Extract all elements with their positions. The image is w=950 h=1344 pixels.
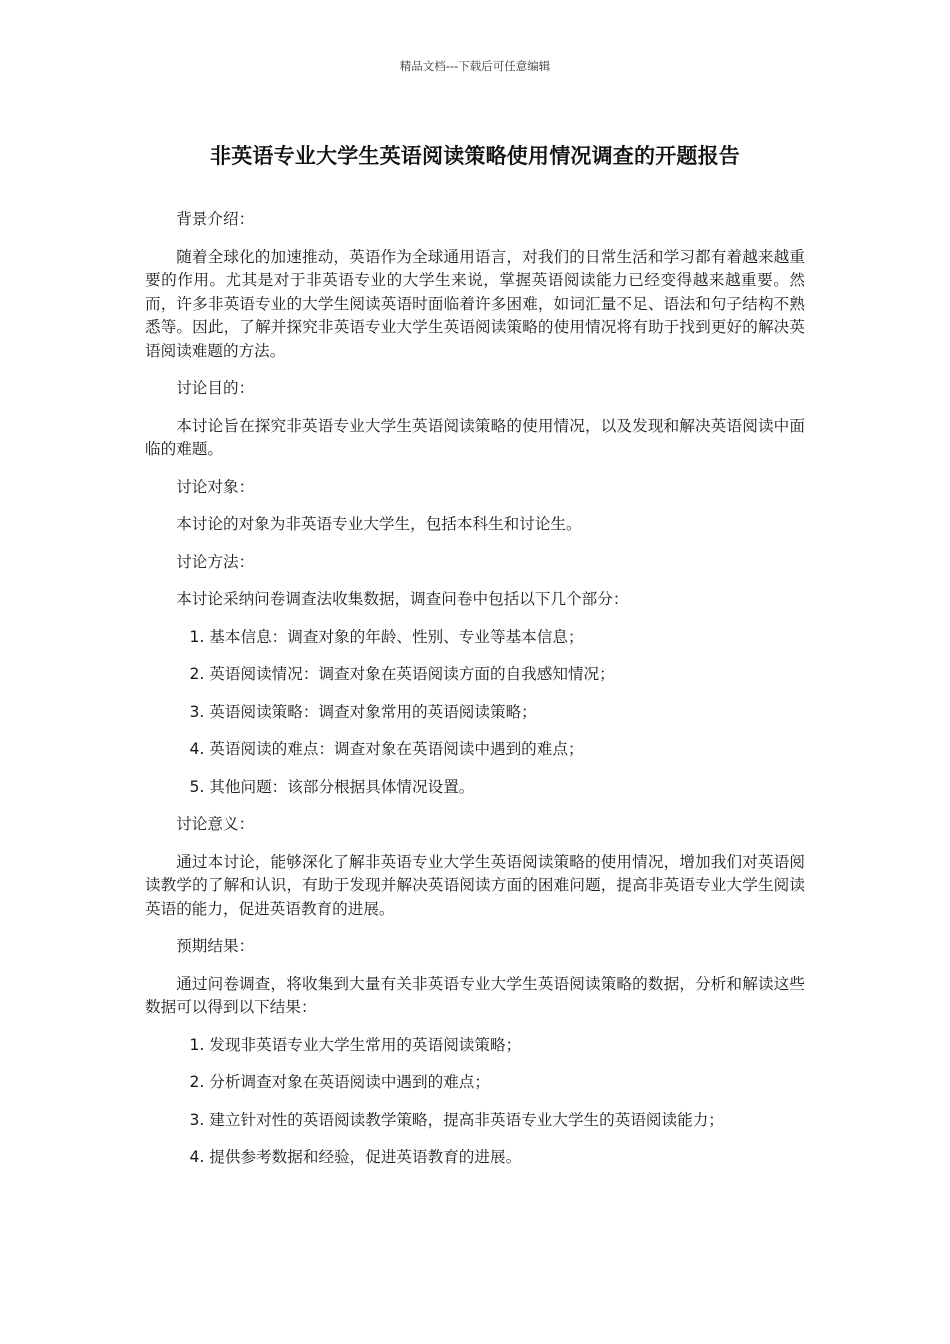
list-item: 3. 英语阅读策略：调查对象常用的英语阅读策略； <box>189 702 537 721</box>
section-heading-significance: 讨论意义： <box>176 815 255 833</box>
section-body-background: 随着全球化的加速推动，英语作为全球通用语言，对我们的日常生活和学习都有着越来越重要的作用。尤其是对于非英语专业的大学生来说，掌握英语阅读能力已经变得越来越重要。然而，许多非英语专业的大学生阅读英语时面临着许多困难，如词汇量不足、语法和句子结构不熟悉等。因此，了解并探究非英语专业大学生英语阅读策略的使用情况将有助于找到更好的解决英语阅读难题的方法。 <box>145 247 805 360</box>
section-body-subjects: 本讨论的对象为非英语专业大学生，包括本科生和讨论生。 <box>176 515 582 533</box>
section-heading-method: 讨论方法： <box>176 552 255 571</box>
list-item: 3. 建立针对性的英语阅读教学策略，提高非英语专业大学生的英语阅读能力； <box>189 1110 724 1129</box>
section-body-purpose: 本讨论旨在探究非英语专业大学生英语阅读策略的使用情况，以及发现和解决英语阅读中面临的难题。 <box>145 416 805 458</box>
section-body-expected-results: 通过问卷调查，将收集到大量有关非英语专业大学生英语阅读策略的数据，分析和解读这些数据可以得到以下结果： <box>145 974 805 1016</box>
section-heading-expected-results: 预期结果： <box>176 937 255 955</box>
list-item: 2. 分析调查对象在英语阅读中遇到的难点； <box>189 1073 490 1091</box>
section-heading-purpose: 讨论目的： <box>176 379 255 397</box>
section-body-method: 本讨论采纳问卷调查法收集数据，调查问卷中包括以下几个部分： <box>176 590 629 608</box>
list-item: 5. 其他问题：该部分根据具体情况设置。 <box>189 777 475 796</box>
page-header: 精品文档---下载后可任意编辑 <box>399 59 551 73</box>
section-heading-background: 背景介绍： <box>176 210 255 228</box>
list-item: 2. 英语阅读情况：调查对象在英语阅读方面的自我感知情况； <box>189 665 615 683</box>
section-heading-subjects: 讨论对象： <box>176 477 255 496</box>
document-body <box>145 208 805 1184</box>
list-item: 1. 发现非英语专业大学生常用的英语阅读策略； <box>189 1035 522 1054</box>
list-item: 1. 基本信息：调查对象的年龄、性别、专业等基本信息； <box>189 627 584 646</box>
list-item: 4. 英语阅读的难点：调查对象在英语阅读中遇到的难点； <box>189 740 584 758</box>
section-body-significance: 通过本讨论，能够深化了解非英语专业大学生英语阅读策略的使用情况，增加我们对英语阅读教学的了解和认识，有助于发现并解决英语阅读方面的困难问题，提高非英语专业大学生阅读英语的能力，促进英语教育的进展。 <box>145 852 805 918</box>
list-item: 4. 提供参考数据和经验，促进英语教育的进展。 <box>189 1148 522 1166</box>
document-title: 非英语专业大学生英语阅读策略使用情况调查的开题报告 <box>210 144 740 168</box>
